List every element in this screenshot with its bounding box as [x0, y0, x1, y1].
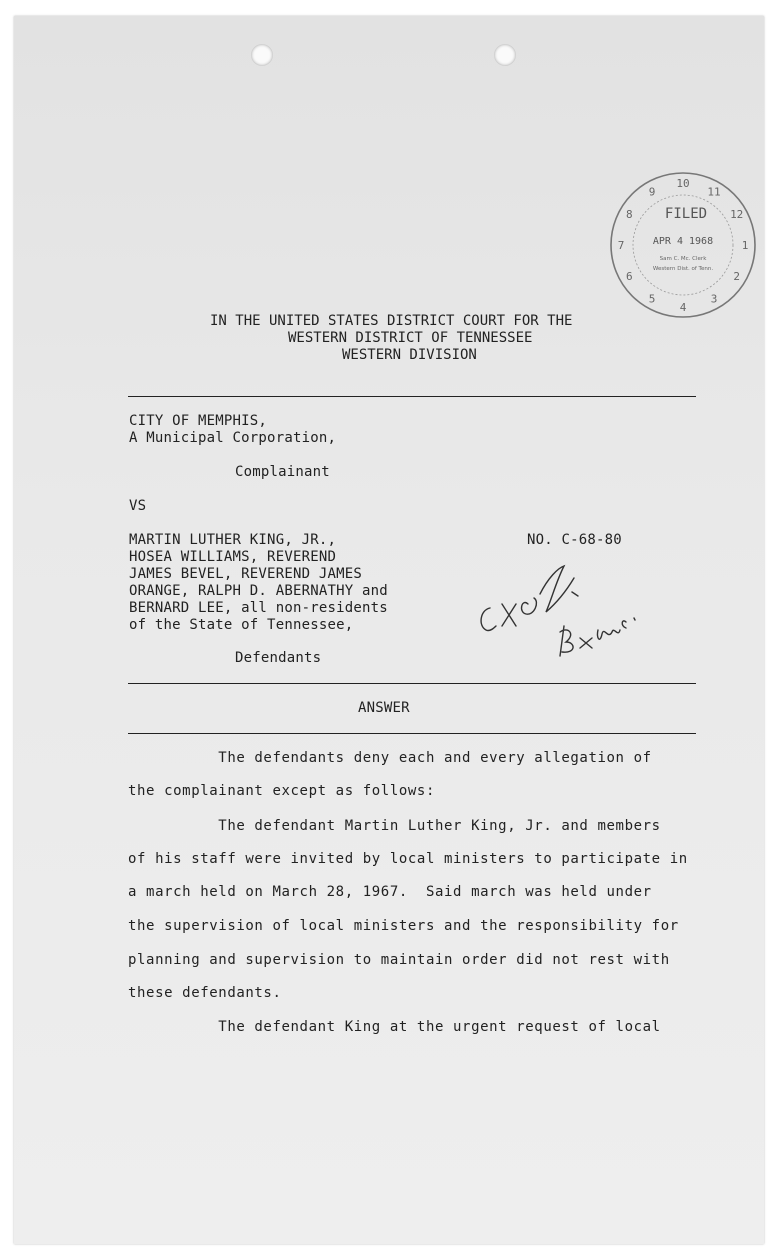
- stamp-clock-number: 2: [733, 270, 741, 283]
- body-paragraph-line: the supervision of local ministers and the responsibility for: [128, 918, 679, 934]
- complainant-role: Complainant: [235, 464, 330, 480]
- defendant-line: JAMES BEVEL, REVEREND JAMES: [129, 566, 362, 582]
- body-paragraph-line: of his staff were invited by local ministers to participate in: [128, 851, 688, 867]
- court-heading-line3: WESTERN DIVISION: [342, 347, 477, 363]
- stamp-clock-number: 8: [625, 208, 633, 221]
- body-paragraph-line: the complainant except as follows:: [128, 783, 435, 799]
- stamp-clock-number: 1: [741, 239, 749, 252]
- rule-top: [128, 396, 696, 397]
- stamp-district-text: Western Dist. of Tenn.: [652, 266, 714, 272]
- body-paragraph-line: The defendant Martin Luther King, Jr. and members: [128, 818, 661, 834]
- body-paragraph-line: The defendant King at the urgent request of local: [128, 1019, 661, 1035]
- stamp-clock-number: 7: [617, 239, 625, 252]
- stamp-clock-number: 12: [730, 208, 744, 221]
- handwritten-note: [468, 548, 668, 668]
- defendant-line: BERNARD LEE, all non-residents: [129, 600, 388, 616]
- stamp-clock-number: 11: [707, 185, 721, 199]
- stamp-clock-number: 9: [648, 185, 656, 199]
- rule-bottom: [128, 733, 696, 734]
- body-paragraph-line: planning and supervision to maintain order did not rest with: [128, 952, 670, 968]
- defendant-line: ORANGE, RALPH D. ABERNATHY and: [129, 583, 388, 599]
- versus-label: VS: [129, 498, 147, 514]
- punch-hole-right: [494, 44, 516, 66]
- stamp-clock-number: 10: [676, 177, 690, 190]
- stamp-filed-text: FILED: [664, 206, 708, 222]
- complainant-description: A Municipal Corporation,: [129, 430, 337, 446]
- body-paragraph-line: these defendants.: [128, 985, 282, 1001]
- stamp-date-text: APR 4 1968: [652, 236, 714, 247]
- document-title: ANSWER: [358, 700, 410, 716]
- punch-hole-left: [251, 44, 273, 66]
- case-number: NO. C-68-80: [527, 532, 622, 548]
- defendant-line: MARTIN LUTHER KING, JR.,: [129, 532, 337, 548]
- body-paragraph-line: a march held on March 28, 1967. Said march was held under: [128, 884, 652, 900]
- defendants-role: Defendants: [235, 650, 322, 666]
- defendant-line: HOSEA WILLIAMS, REVEREND: [129, 549, 337, 565]
- court-heading-line1: IN THE UNITED STATES DISTRICT COURT FOR THE: [210, 313, 573, 329]
- stamp-clock-number: 4: [679, 301, 687, 314]
- stamp-clock-number: 6: [625, 270, 633, 283]
- court-heading-line2: WESTERN DISTRICT OF TENNESSEE: [288, 330, 533, 346]
- stamp-clock-number: 3: [710, 292, 718, 306]
- stamp-clock-number: 5: [648, 292, 656, 306]
- body-paragraph-line: The defendants deny each and every allegation of: [128, 750, 652, 766]
- defendant-line: of the State of Tennessee,: [129, 617, 354, 633]
- stamp-clerk-text: Sam C. Mc. Clerk: [659, 256, 707, 262]
- filed-stamp: [606, 168, 760, 322]
- complainant-name: CITY OF MEMPHIS,: [129, 413, 268, 429]
- rule-middle: [128, 683, 696, 684]
